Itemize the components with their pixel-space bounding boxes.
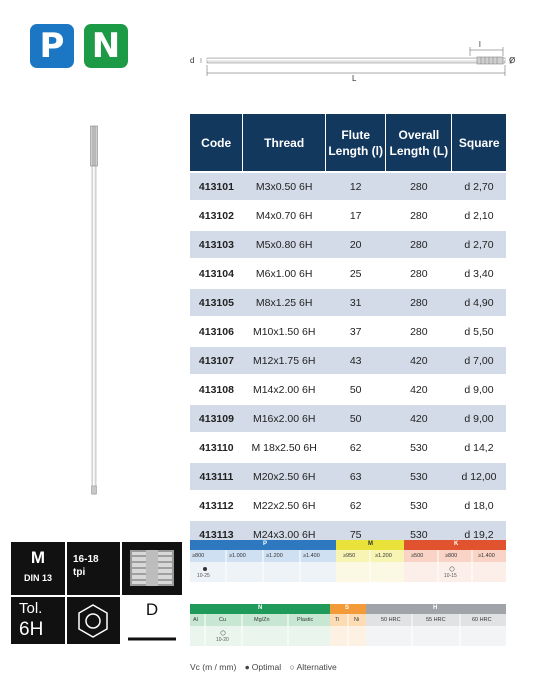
cell-thread: M5x0.80 6H	[243, 230, 326, 259]
table-row	[190, 375, 506, 404]
p-col-1200: ≥1.200	[266, 553, 283, 559]
cell-thread: M22x2.50 6H	[243, 491, 326, 520]
legend-vc: Vc (m / mm)	[190, 662, 237, 672]
h-col-60: 60 HRC	[472, 617, 492, 623]
cell-square: d 9,00	[452, 375, 506, 404]
cell-square: d 14,2	[452, 433, 506, 462]
shank-type-letter: D	[145, 600, 159, 619]
cell-overall: 420	[386, 404, 452, 433]
table-row	[190, 404, 506, 433]
cell-overall: 530	[386, 462, 452, 491]
group-k-label: K	[454, 541, 459, 547]
m-col-950: ≥950	[343, 553, 356, 559]
cell-code: 413111	[190, 462, 243, 491]
cell-code: 413108	[190, 375, 243, 404]
shank-diameter-label: d	[190, 56, 195, 65]
material-n-badge: N	[84, 24, 128, 68]
s-col-ti: Ti	[335, 617, 340, 623]
cell-flute: 75	[326, 520, 386, 548]
table-row	[190, 317, 506, 346]
alternative-circle-icon: ○	[289, 662, 295, 672]
table-row	[190, 172, 506, 201]
header-flute-line1: Flute	[341, 127, 370, 142]
cell-thread: M12x1.75 6H	[243, 346, 326, 375]
group-m-label: M	[368, 541, 373, 547]
cell-code: 413103	[190, 230, 243, 259]
table-row	[190, 491, 506, 520]
cell-square: d 19,2	[452, 520, 506, 548]
group-n-label: N	[258, 605, 263, 611]
table-row	[190, 201, 506, 230]
cell-flute: 12	[326, 172, 386, 201]
group-s-label: S	[345, 605, 350, 611]
cell-flute: 50	[326, 375, 386, 404]
cell-square: d 18,0	[452, 491, 506, 520]
cell-overall: 530	[386, 520, 452, 548]
cell-square: d 9,00	[452, 404, 506, 433]
cell-thread: M20x2.50 6H	[243, 462, 326, 491]
cell-square: d 5,50	[452, 317, 506, 346]
cell-square: d 3,40	[452, 259, 506, 288]
cell-flute: 63	[326, 462, 386, 491]
thread-pattern-icon	[122, 542, 182, 595]
p-col-800: ≥800	[192, 553, 205, 559]
table-row	[190, 346, 506, 375]
header-overall-length	[386, 114, 452, 172]
tap-dimension-diagram	[185, 38, 520, 86]
tap-spec-table	[190, 114, 506, 548]
cell-code: 413109	[190, 404, 243, 433]
cell-overall: 530	[386, 491, 452, 520]
cell-square: d 2,10	[452, 201, 506, 230]
cell-square: d 12,00	[452, 462, 506, 491]
cell-overall: 280	[386, 201, 452, 230]
h-col-55: 55 HRC	[426, 617, 446, 623]
cell-flute: 62	[326, 491, 386, 520]
metric-letter: M	[30, 548, 46, 567]
cell-overall: 530	[386, 433, 452, 462]
flute-length-label: l	[479, 40, 481, 49]
table-row	[190, 230, 506, 259]
k-range: 10-15	[444, 573, 457, 579]
legend-alternative: Alternative	[296, 662, 337, 672]
cell-code: 413113	[190, 520, 243, 548]
material-p-badge: P	[30, 24, 74, 68]
cell-square: d 2,70	[452, 230, 506, 259]
cell-overall: 280	[386, 317, 452, 346]
n-range: 10-20	[216, 637, 229, 643]
tolerance-label: Tol.	[19, 600, 43, 617]
cell-thread: M16x2.00 6H	[243, 404, 326, 433]
table-header-row	[190, 114, 506, 172]
cell-thread: M10x1.50 6H	[243, 317, 326, 346]
cell-thread: M 18x2.50 6H	[243, 433, 326, 462]
p-col-1000: ≥1.000	[229, 553, 246, 559]
n-col-al: Al	[193, 617, 198, 623]
header-square: Square	[452, 114, 506, 172]
h-col-50: 50 HRC	[381, 617, 401, 623]
cell-flute: 43	[326, 346, 386, 375]
optimal-dot-icon	[203, 567, 207, 571]
tolerance-pictogram	[11, 597, 65, 644]
cell-code: 413105	[190, 288, 243, 317]
materials-pmk-table	[190, 540, 506, 582]
header-thread: Thread	[243, 114, 326, 172]
tpi-pictogram	[67, 542, 120, 595]
m-col-1200: ≥1.200	[375, 553, 392, 559]
table-row	[190, 433, 506, 462]
p-col-1400: ≥1.400	[303, 553, 320, 559]
tpi-range: 16-18	[73, 554, 99, 565]
table-row	[190, 462, 506, 491]
header-flute-length	[326, 114, 386, 172]
cell-square: d 7,00	[452, 346, 506, 375]
overall-length-label: L	[352, 74, 357, 83]
n-col-cu: Cu	[219, 617, 227, 623]
s-col-ni: Ni	[354, 617, 360, 623]
cell-overall: 280	[386, 172, 452, 201]
cell-thread: M8x1.25 6H	[243, 288, 326, 317]
metric-din13-pictogram	[11, 542, 65, 595]
cell-code: 413110	[190, 433, 243, 462]
cell-overall: 280	[386, 259, 452, 288]
cell-thread: M6x1.00 6H	[243, 259, 326, 288]
cell-code: 413112	[190, 491, 243, 520]
cell-code: 413104	[190, 259, 243, 288]
cell-overall: 420	[386, 375, 452, 404]
group-h-label: H	[433, 605, 438, 611]
thread-diameter-label: Ø	[509, 56, 516, 65]
k-col-1400: ≥1.400	[478, 553, 495, 559]
cell-thread: M14x2.00 6H	[243, 375, 326, 404]
n-col-plastic: Plastic	[297, 617, 314, 623]
cell-thread: M4x0.70 6H	[243, 201, 326, 230]
cell-square: d 4,90	[452, 288, 506, 317]
nut-icon	[67, 597, 120, 644]
cell-flute: 50	[326, 404, 386, 433]
k-col-500: ≥500	[411, 553, 424, 559]
header-flute-line2: Length (l)	[328, 143, 383, 158]
cell-square: d 2,70	[452, 172, 506, 201]
cell-overall: 280	[386, 288, 452, 317]
legend-optimal: Optimal	[251, 662, 282, 672]
optimal-dot-icon: ●	[244, 662, 250, 672]
cell-code: 413102	[190, 201, 243, 230]
group-p-label: P	[263, 541, 268, 547]
cell-overall: 280	[386, 230, 452, 259]
tolerance-value: 6H	[19, 619, 44, 640]
cell-code: 413106	[190, 317, 243, 346]
cell-flute: 62	[326, 433, 386, 462]
cell-flute: 20	[326, 230, 386, 259]
shank-type-pictogram	[122, 597, 182, 644]
din-label: DIN 13	[23, 573, 52, 583]
legend	[190, 662, 343, 672]
tap-vertical-image-icon	[88, 124, 100, 496]
table-row	[190, 288, 506, 317]
n-col-mgzn: Mg/Zn	[254, 617, 270, 623]
k-col-800: ≥800	[445, 553, 458, 559]
tpi-unit: tpi	[73, 567, 86, 578]
cell-thread: M24x3.00 6H	[243, 520, 326, 548]
cell-flute: 37	[326, 317, 386, 346]
cell-overall: 420	[386, 346, 452, 375]
cell-flute: 31	[326, 288, 386, 317]
cell-code: 413107	[190, 346, 243, 375]
header-overall-line2: Length (L)	[389, 143, 449, 158]
p-range: 10-25	[197, 573, 210, 579]
header-overall-line1: Overall	[398, 127, 440, 142]
table-row	[190, 259, 506, 288]
header-code: Code	[190, 114, 243, 172]
cell-flute: 17	[326, 201, 386, 230]
cell-flute: 25	[326, 259, 386, 288]
cell-thread: M3x0.50 6H	[243, 172, 326, 201]
cell-code: 413101	[190, 172, 243, 201]
